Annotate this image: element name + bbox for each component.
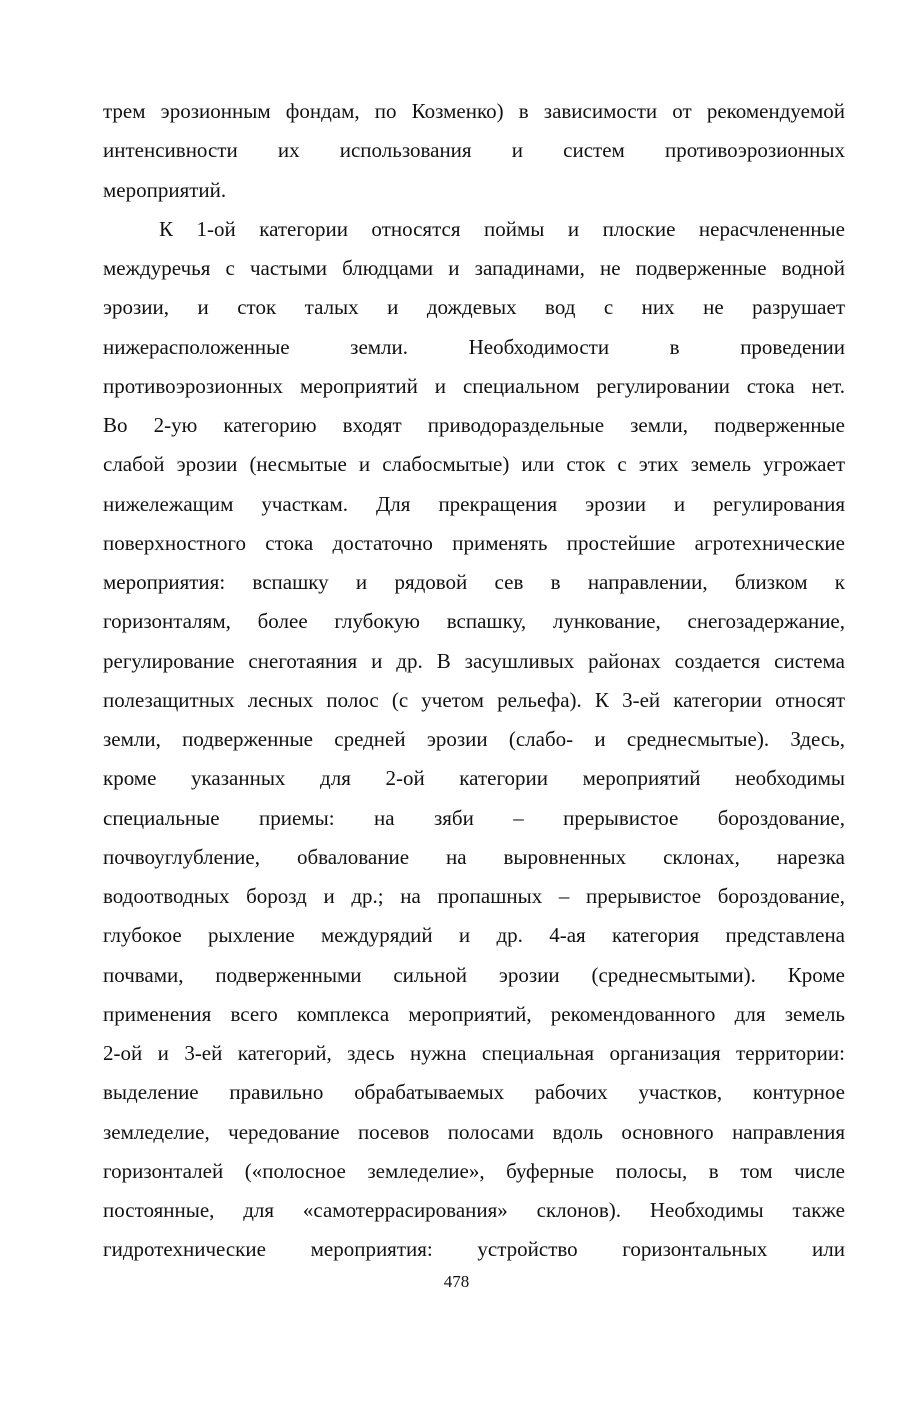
text-line: нижележащим участкам. Для прекращения эрозии и регулирования <box>103 491 845 516</box>
text-line: противоэрозионных мероприятий и специальном регулировании стока нет. <box>103 373 845 398</box>
text-line: земли, подверженные средней эрозии (слабо- и среднесмытые). Здесь, <box>103 727 845 751</box>
text-line: междуречья с частыми блюдцами и западинами, не подверженные водной <box>103 256 845 280</box>
text-line: глубокое рыхление междурядий и др. 4-ая категория представлена <box>103 923 845 948</box>
text-line: нижерасположенные земли. Необходимости в проведении <box>103 334 845 359</box>
text-line: земледелие, чередование посевов полосами вдоль основного направления <box>103 1119 845 1144</box>
text-line: эрозии, и сток талых и дождевых вод с них не разрушает <box>103 295 845 320</box>
text-line: горизонталей («полосное земледелие», буферные полосы, в том числе <box>103 1158 845 1183</box>
text-line: К 1-ой категории относятся поймы и плоские нерасчлененные <box>159 216 845 241</box>
text-line: слабой эрозии (несмытые и слабосмытые) или сток с этих земель угрожает <box>103 452 845 477</box>
text-line: мероприятия: вспашку и рядовой сев в направлении, близком к <box>103 570 845 594</box>
text-line: горизонталям, более глубокую вспашку, лункование, снегозадержание, <box>103 609 845 634</box>
text-line: 2-ой и 3-ей категорий, здесь нужна специальная организация территории: <box>103 1041 845 1065</box>
text-line: почвами, подверженными сильной эрозии (среднесмытыми). Кроме <box>103 962 845 987</box>
page-number: 478 <box>443 1272 470 1291</box>
body-text <box>103 92 845 1270</box>
text-line: трем эрозионным фондам, по Козменко) в зависимости от рекомендуемой <box>103 99 845 123</box>
text-line: специальные приемы: на зяби – прерывистое бороздование, <box>103 805 845 830</box>
text-line: гидротехнические мероприятия: устройство горизонтальных или <box>103 1237 845 1262</box>
text-line: интенсивности их использования и систем противоэрозионных <box>103 138 845 163</box>
text-line: полезащитных лесных полос (с учетом рельефа). К 3-ей категории относят <box>103 687 845 712</box>
text-line: регулирование снеготаяния и др. В засушливых районах создается система <box>103 648 845 673</box>
text-line: мероприятий. <box>103 177 227 202</box>
text-line: кроме указанных для 2-ой категории мероприятий необходимы <box>103 766 845 791</box>
text-line: поверхностного стока достаточно применять простейшие агротехнические <box>103 530 845 555</box>
text-line: выделение правильно обрабатываемых рабочих участков, контурное <box>103 1080 845 1105</box>
text-line: применения всего комплекса мероприятий, рекомендованного для земель <box>103 1001 845 1026</box>
text-line: водоотводных борозд и др.; на пропашных – прерывистое бороздование, <box>103 884 845 908</box>
text-line: постоянные, для «самотеррасирования» склонов). Необходимы также <box>103 1198 845 1222</box>
text-line: почвоуглубление, обвалование на выровненных склонах, нарезка <box>103 844 845 869</box>
text-line: Во 2-ую категорию входят приводораздельные земли, подверженные <box>103 413 845 437</box>
